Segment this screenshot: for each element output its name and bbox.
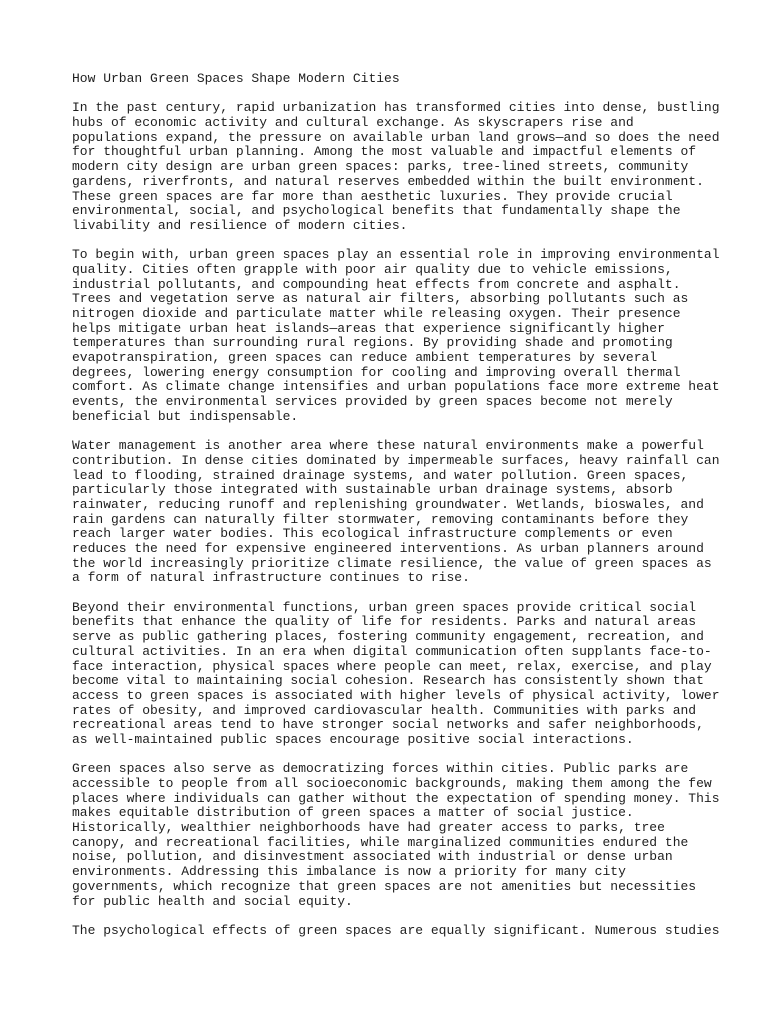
text-line: evapotranspiration, green spaces can reduce ambient temperatures by several xyxy=(72,350,658,366)
text-line: access to green spaces is associated with higher levels of physical activity, lower xyxy=(72,687,720,703)
text-line: a form of natural infrastructure continues to rise. xyxy=(72,570,470,586)
text-line: lead to flooding, strained drainage systems, and water pollution. Green spaces, xyxy=(72,467,689,483)
text-line: beneficial but indispensable. xyxy=(72,408,299,424)
text-line: environmental, social, and psychological benefits that fundamentally shape the xyxy=(72,203,681,219)
text-line: as well-maintained public spaces encourage positive social interactions. xyxy=(72,731,634,747)
text-line: face interaction, physical spaces where people can meet, relax, exercise, and play xyxy=(72,658,712,674)
text-line: These green spaces are far more than aesthetic luxuries. They provide crucial xyxy=(72,188,673,204)
paragraph xyxy=(72,247,720,424)
text-line: Water management is another area where these natural environments make a powerful xyxy=(72,438,704,454)
text-line: hubs of economic activity and cultural exchange. As skyscrapers rise and xyxy=(72,115,634,131)
text-line: modern city design are urban green spaces: parks, tree-lined streets, community xyxy=(72,159,689,175)
text-line: In the past century, rapid urbanization has transformed cities into dense, bustling xyxy=(72,100,720,116)
text-line: governments, which recognize that green spaces are not amenities but necessities xyxy=(72,878,697,894)
text-line: Green spaces also serve as democratizing forces within cities. Public parks are xyxy=(72,761,689,777)
text-line: rainwater, reducing runoff and replenishing groundwater. Wetlands, bioswales, and xyxy=(72,496,704,512)
text-line: helps mitigate urban heat islands—areas that experience significantly higher xyxy=(72,320,665,336)
text-line: The psychological effects of green spaces are equally significant. Numerous studies xyxy=(72,922,720,938)
paragraph xyxy=(72,599,720,748)
text-line: events, the environmental services provided by green spaces become not merely xyxy=(72,394,673,410)
text-line: canopy, and recreational facilities, while marginalized communities endured the xyxy=(72,834,689,850)
text-line: To begin with, urban green spaces play an essential role in improving environmental xyxy=(72,247,720,263)
text-line: industrial pollutants, and compounding heat effects from concrete and asphalt. xyxy=(72,276,681,292)
paragraph xyxy=(72,100,720,233)
text-line: Historically, wealthier neighborhoods have had greater access to parks, tree xyxy=(72,820,665,836)
text-line: degrees, lowering energy consumption for cooling and improving overall thermal xyxy=(72,364,681,380)
paragraph xyxy=(72,922,720,939)
text-line: Beyond their environmental functions, urban green spaces provide critical social xyxy=(72,599,697,615)
text-line: reduces the need for expensive engineered interventions. As urban planners around xyxy=(72,541,704,556)
document-body xyxy=(72,71,720,953)
text-line: gardens, riverfronts, and natural reserves embedded within the built environment. xyxy=(72,173,704,189)
text-line: become vital to maintaining social cohesion. Research has consistently shown that xyxy=(72,673,704,689)
text-line: livability and resilience of modern cities. xyxy=(72,217,408,233)
text-line: reach larger water bodies. This ecological infrastructure complements or even xyxy=(72,526,673,542)
text-line: environments. Addressing this imbalance is now a priority for many city xyxy=(72,864,626,880)
text-line: places where individuals can gather without the expectation of spending money. This xyxy=(72,790,720,806)
text-line: contribution. In dense cities dominated by impermeable surfaces, heavy rainfall can xyxy=(72,452,720,468)
text-line: rates of obesity, and improved cardiovascular health. Communities with parks and xyxy=(72,702,697,718)
text-line: for public health and social equity. xyxy=(72,893,353,909)
text-line: temperatures than surrounding rural regions. By providing shade and promoting xyxy=(72,335,673,351)
text-line: recreational areas tend to have stronger social networks and safer neighborhoods, xyxy=(72,717,704,733)
text-line: particularly those integrated with sustainable urban drainage systems, absorb xyxy=(72,482,673,498)
document-title: How Urban Green Spaces Shape Modern Cities xyxy=(72,71,400,86)
text-line: benefits that enhance the quality of life for residents. Parks and natural areas xyxy=(72,614,697,630)
text-line: nitrogen dioxide and particulate matter while releasing oxygen. Their presence xyxy=(72,306,681,321)
text-line: comfort. As climate change intensifies and urban populations face more extreme heat xyxy=(72,379,720,395)
text-line: for thoughtful urban planning. Among the most valuable and impactful elements of xyxy=(72,144,697,160)
paragraph xyxy=(72,761,720,909)
text-line: populations expand, the pressure on available urban land grows—and so does the need xyxy=(72,129,720,145)
text-line: noise, pollution, and disinvestment associated with industrial or dense urban xyxy=(72,849,673,865)
text-line: serve as public gathering places, fostering community engagement, recreation, and xyxy=(72,629,704,645)
paragraph xyxy=(72,438,720,586)
text-line: Trees and vegetation serve as natural air filters, absorbing pollutants such as xyxy=(72,291,689,307)
text-line: rain gardens can naturally filter stormwater, removing contaminants before they xyxy=(72,511,689,527)
text-line: makes equitable distribution of green spaces a matter of social justice. xyxy=(72,805,634,821)
text-line: cultural activities. In an era when digital communication often supplants face-to- xyxy=(72,643,712,659)
paragraph-list xyxy=(72,100,720,938)
text-line: accessible to people from all socioeconomic backgrounds, making them among the few xyxy=(72,776,712,791)
text-line: quality. Cities often grapple with poor air quality due to vehicle emissions, xyxy=(72,261,673,277)
text-line: the world increasingly prioritize climate resilience, the value of green spaces as xyxy=(72,555,712,571)
